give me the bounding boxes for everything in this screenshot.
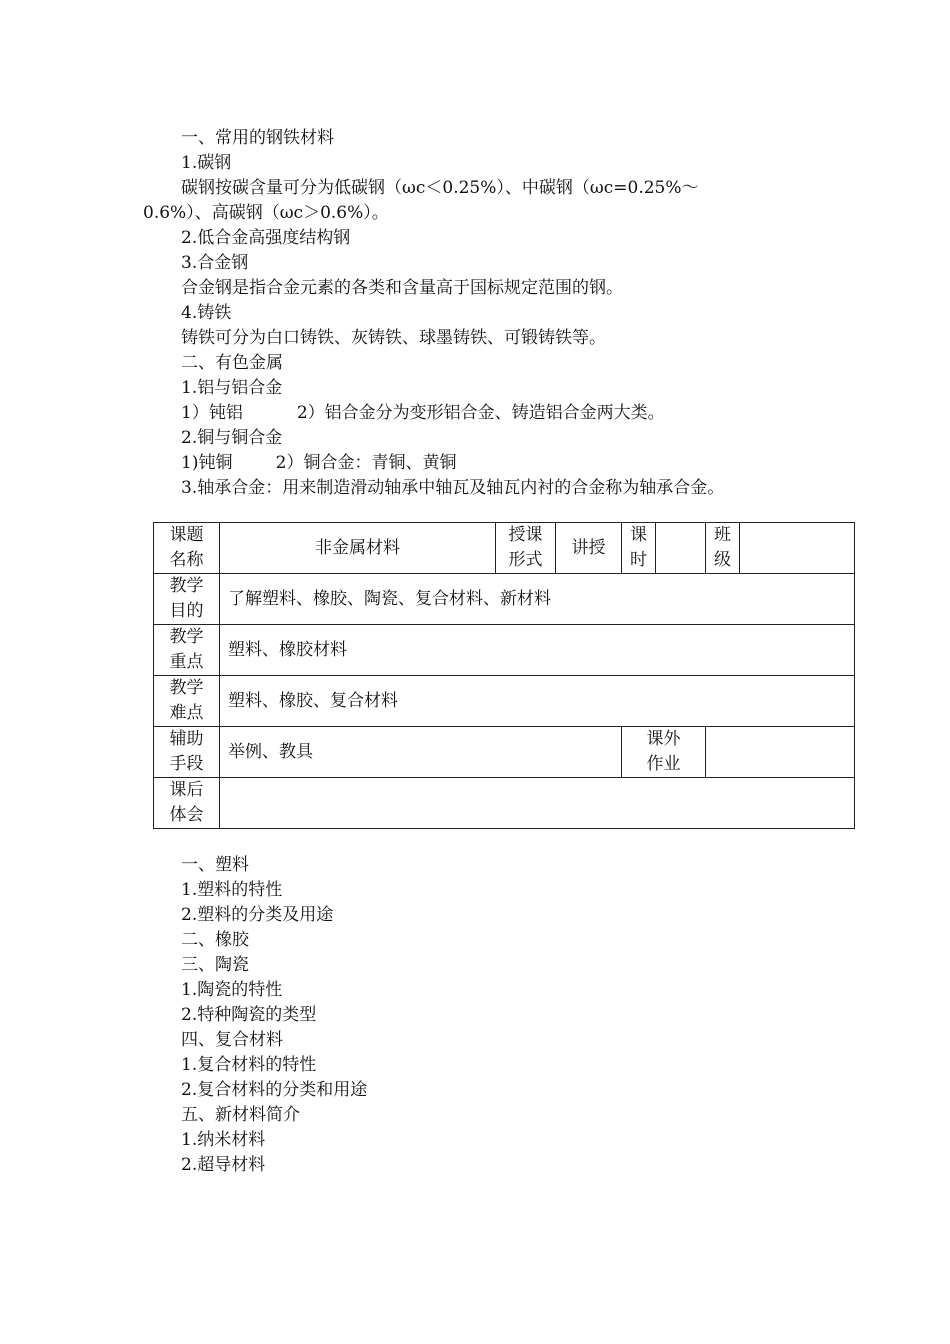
table-row-reflection xyxy=(154,778,855,829)
goal-value: 了解塑料、橡胶、陶瓷、复合材料、新材料 xyxy=(220,574,855,625)
table-row-difficulty xyxy=(154,676,855,727)
superconducting-materials: 2.超导材料 xyxy=(181,1155,266,1175)
table-row-goal xyxy=(154,574,855,625)
composites-properties: 1.复合材料的特性 xyxy=(181,1055,317,1075)
subheading-hsla-steel: 2.低合金高强度结构钢 xyxy=(181,228,351,248)
lesson-plan-table xyxy=(153,522,855,829)
aluminum-text: 1）钝铝 2）铝合金分为变形铝合金、铸造铝合金两大类。 xyxy=(181,403,665,423)
aids-value: 举例、教具 xyxy=(220,727,622,778)
ceramics-properties: 1.陶瓷的特性 xyxy=(181,980,283,1000)
bearing-alloy-text: 3.轴承合金：用来制造滑动轴承中轴瓦及轴瓦内衬的合金称为轴承合金。 xyxy=(181,478,725,498)
alloy-steel-text: 合金钢是指合金元素的各类和含量高于国标规定范围的钢。 xyxy=(181,278,623,298)
cast-iron-text: 铸铁可分为白口铸铁、灰铸铁、球墨铸铁、可锻铸铁等。 xyxy=(181,328,606,348)
plastics-properties: 1.塑料的特性 xyxy=(181,880,283,900)
topic-value: 非金属材料 xyxy=(220,523,496,574)
heading-common-steel: 一、常用的钢铁材料 xyxy=(181,128,334,148)
aids-label: 辅助 手段 xyxy=(154,727,220,778)
class-value xyxy=(740,523,855,574)
heading-rubber: 二、橡胶 xyxy=(181,930,249,950)
focus-value: 塑料、橡胶材料 xyxy=(220,625,855,676)
table-row-aids xyxy=(154,727,855,778)
difficulty-value: 塑料、橡胶、复合材料 xyxy=(220,676,855,727)
heading-new-materials: 五、新材料简介 xyxy=(181,1105,300,1125)
table-row-topic xyxy=(154,523,855,574)
mode-label: 授课 形式 xyxy=(496,523,556,574)
topic-label: 课题 名称 xyxy=(154,523,220,574)
subheading-aluminum: 1.铝与铝合金 xyxy=(181,378,283,398)
special-ceramics: 2.特种陶瓷的类型 xyxy=(181,1005,317,1025)
homework-value xyxy=(706,727,855,778)
table-row-focus xyxy=(154,625,855,676)
plastics-classification: 2.塑料的分类及用途 xyxy=(181,905,334,925)
subheading-carbon-steel: 1.碳钢 xyxy=(181,153,232,173)
difficulty-label: 教学 难点 xyxy=(154,676,220,727)
subheading-copper: 2.铜与铜合金 xyxy=(181,428,283,448)
reflection-label: 课后 体会 xyxy=(154,778,220,829)
mode-value: 讲授 xyxy=(556,523,622,574)
reflection-value xyxy=(220,778,855,829)
heading-nonferrous: 二、有色金属 xyxy=(181,353,283,373)
nano-materials: 1.纳米材料 xyxy=(181,1130,266,1150)
heading-plastics: 一、塑料 xyxy=(181,855,249,875)
focus-label: 教学 重点 xyxy=(154,625,220,676)
hours-label: 课 时 xyxy=(622,523,656,574)
class-label: 班 级 xyxy=(706,523,740,574)
carbon-steel-text: 碳钢按碳含量可分为低碳钢（ωc＜0.25%）、中碳钢（ωc=0.25%～ xyxy=(181,178,699,198)
composites-classification: 2.复合材料的分类和用途 xyxy=(181,1080,368,1100)
heading-composites: 四、复合材料 xyxy=(181,1030,283,1050)
hours-value xyxy=(656,523,706,574)
subheading-cast-iron: 4.铸铁 xyxy=(181,303,232,323)
carbon-steel-text-cont: 0.6%）、高碳钢（ωc＞0.6%）。 xyxy=(143,203,389,223)
copper-text: 1)钝铜 2）铜合金：青铜、黄铜 xyxy=(181,453,457,473)
heading-ceramics: 三、陶瓷 xyxy=(181,955,249,975)
goal-label: 教学 目的 xyxy=(154,574,220,625)
subheading-alloy-steel: 3.合金钢 xyxy=(181,253,249,273)
homework-label: 课外 作业 xyxy=(622,727,706,778)
